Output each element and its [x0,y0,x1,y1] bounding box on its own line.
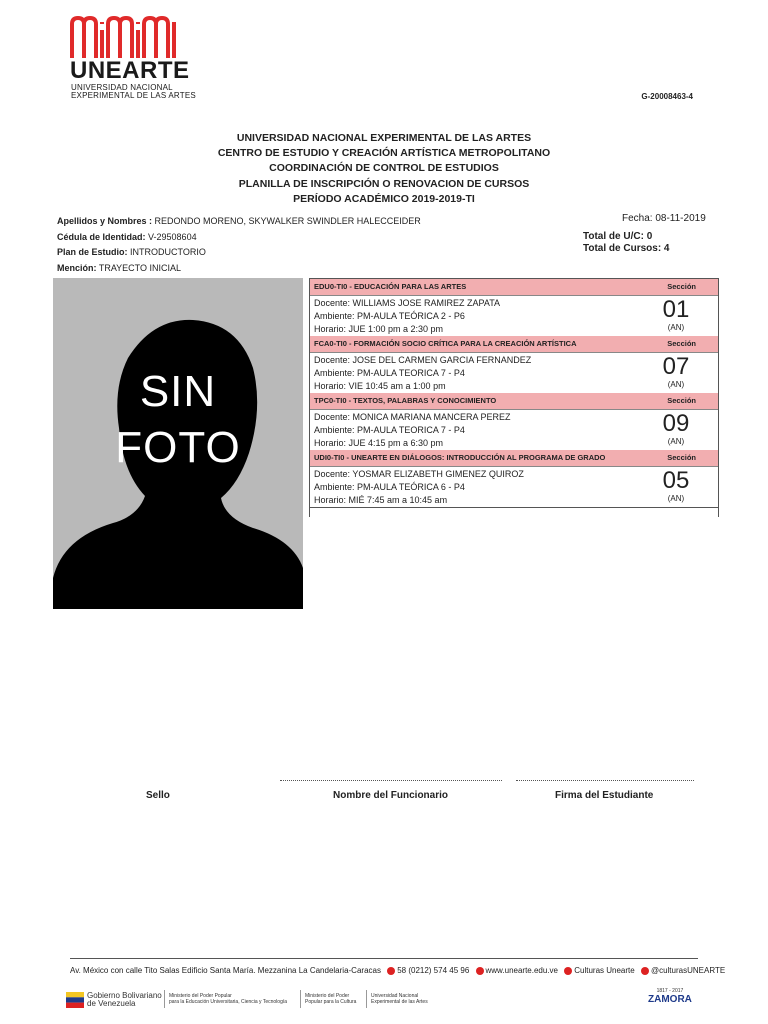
section-label: Sección [667,282,696,291]
footer-institution-logos [66,990,706,1014]
course-section-shift: (AN) [667,323,685,332]
min-cult-line2: Popular para la Cultura [305,999,357,1005]
unearte-logo-mark [68,16,180,60]
uni-line2: Experimental de las Artes [371,999,428,1005]
course-horario: Horario: MIÉ 7:45 am a 10:45 am [314,495,448,505]
footer-contact [70,966,725,975]
course-row [310,336,718,393]
course-details [310,410,718,450]
gobierno-line2: de Venezuela [87,999,136,1008]
course-horario: Horario: VIE 10:45 am a 1:00 pm [314,381,446,391]
course-details [310,296,718,336]
course-section-shift: (AN) [667,494,685,503]
course-section-shift: (AN) [667,437,685,446]
course-ambiente: Ambiente: PM-AULA TEORICA 7 - P4 [314,368,465,378]
course-header [310,450,718,467]
gobierno-logo-text [87,992,162,1008]
section-label: Sección [667,396,696,405]
course-name: TPC0-TI0 - TEXTOS, PALABRAS Y CONOCIMIENTO [314,396,497,405]
header-line: CENTRO DE ESTUDIO Y CREACIÓN ARTÍSTICA METROPOLITANO [217,147,551,160]
universidad-text [371,993,428,1005]
footer-separator [366,990,367,1008]
course-section-number: 07 [662,353,690,380]
course-header [310,279,718,296]
venezuela-flag-icon [66,992,84,1008]
ministerio-cultura-text [305,993,356,1005]
course-horario: Horario: JUE 4:15 pm a 6:30 pm [314,438,444,448]
course-row [310,393,718,450]
footer-facebook[interactable]: Culturas Unearte [574,966,635,975]
course-horario: Horario: JUE 1:00 pm a 2:30 pm [314,324,444,334]
funcionario-label: Nombre del Funcionario [333,790,449,801]
ministerio-educacion-text [169,993,287,1005]
sello-label: Sello [146,790,170,801]
min-educ-line2: para la Educación Universitaria, Ciencia y Tecnología [169,999,288,1005]
cedula-label: Cédula de Identidad: [57,231,146,242]
footer-separator [164,990,165,1008]
section-label: Sección [667,453,696,462]
min-educ-line1: Ministerio del Poder Popular [169,993,232,999]
zamora-years: 1817 - 2017 [656,988,684,994]
course-section-number: 05 [662,467,690,494]
plan-label: Plan de Estudio: [57,247,128,258]
footer-web[interactable]: www.unearte.edu.ve [485,966,558,975]
document-date: Fecha: 08-11-2019 [622,213,706,224]
document-code: G-20008463-4 [641,92,693,101]
course-ambiente: Ambiente: PM-AULA TEÓRICA 2 - P6 [314,311,465,321]
logo-wordmark: UNEARTE [70,57,190,84]
course-details [310,353,718,393]
plan-value: INTRODUCTORIO [130,247,206,258]
student-info [57,214,421,276]
course-section-number: 01 [662,296,690,323]
footer-address: Av. México con calle Tito Salas Edificio Santa María. Mezzanina La Candelaria-Caracas [70,966,381,975]
logo-subtitle [71,84,196,100]
course-section-shift: (AN) [667,380,685,389]
course-header [310,393,718,410]
total-cursos: Total de Cursos: 4 [583,242,670,254]
header-line: COORDINACIÓN DE CONTROL DE ESTUDIOS [269,162,499,175]
mencion-label: Mención: [57,262,97,273]
header-line: PERÍODO ACADÉMICO 2019-2019-TI [293,192,475,205]
course-name: EDU0-TI0 - EDUCACIÓN PARA LAS ARTES [314,282,467,291]
header-line: PLANILLA DE INSCRIPCIÓN O RENOVACION DE CURSOS [238,177,530,190]
header-line: UNIVERSIDAD NACIONAL EXPERIMENTAL DE LAS ARTES [236,132,532,144]
course-ambiente: Ambiente: PM-AULA TEORICA 7 - P4 [314,425,465,435]
web-icon [476,967,484,975]
course-row [310,279,718,336]
course-header [310,336,718,353]
courses-table [309,278,719,517]
estudiante-signature-line [516,780,694,781]
mencion-value: TRAYECTO INICIAL [98,262,182,273]
course-docente: Docente: JOSE DEL CARMEN GARCIA FERNANDEZ [314,355,532,365]
nombres-value: REDONDO MORENO, SKYWALKER SWINDLER HALECCEIDER [154,216,421,226]
estudiante-label: Firma del Estudiante [555,790,654,801]
cedula-value: V-29508604 [148,231,197,242]
no-photo-text [53,364,303,476]
nombres-label: Apellidos y Nombres : [57,216,153,226]
course-ambiente: Ambiente: PM-AULA TEÓRICA 6 - P4 [314,482,465,492]
gobierno-line1: Gobierno Bolivariano [87,991,162,1000]
footer-phone: 58 (0212) 574 45 96 [397,966,470,975]
totals [583,231,670,254]
funcionario-signature-line [280,780,502,781]
footer-divider [70,958,698,959]
course-docente: Docente: YOSMAR ELIZABETH GIMENEZ QUIROZ [314,469,524,479]
section-label: Sección [667,339,696,348]
course-row [310,450,718,508]
facebook-icon [564,967,572,975]
zamora-logo [648,988,692,1005]
course-section-number: 09 [662,410,690,437]
total-uc: Total de U/C: 0 [583,231,653,242]
course-docente: Docente: MONICA MARIANA MANCERA PEREZ [314,412,511,422]
location-icon [387,967,395,975]
course-name: UDI0-TI0 - UNEARTE EN DIÁLOGOS: INTRODUCCIÓN AL PROGRAMA DE GRADO [314,453,606,462]
uni-line1: Universidad Nacional [371,993,419,999]
student-photo-placeholder [53,278,303,609]
footer-instagram[interactable]: @culturasUNEARTE [650,966,726,975]
logo-subtitle-line1: UNIVERSIDAD NACIONAL [71,83,173,92]
document-header [0,131,768,207]
zamora-name: ZAMORA [648,994,692,1005]
logo-subtitle-line2: EXPERIMENTAL DE LAS ARTES [71,91,196,100]
no-photo-line1: SIN [139,367,217,416]
footer-separator [300,990,301,1008]
no-photo-line2: FOTO [115,423,241,472]
min-cult-line1: Ministerio del Poder [305,993,350,999]
course-details [310,467,718,507]
instagram-icon [641,967,649,975]
course-name: FCA0-TI0 - FORMACIÓN SOCIO CRÍTICA PARA LA CREACIÓN ARTÍSTICA [314,339,577,348]
course-docente: Docente: WILLIAMS JOSE RAMIREZ ZAPATA [314,298,501,308]
